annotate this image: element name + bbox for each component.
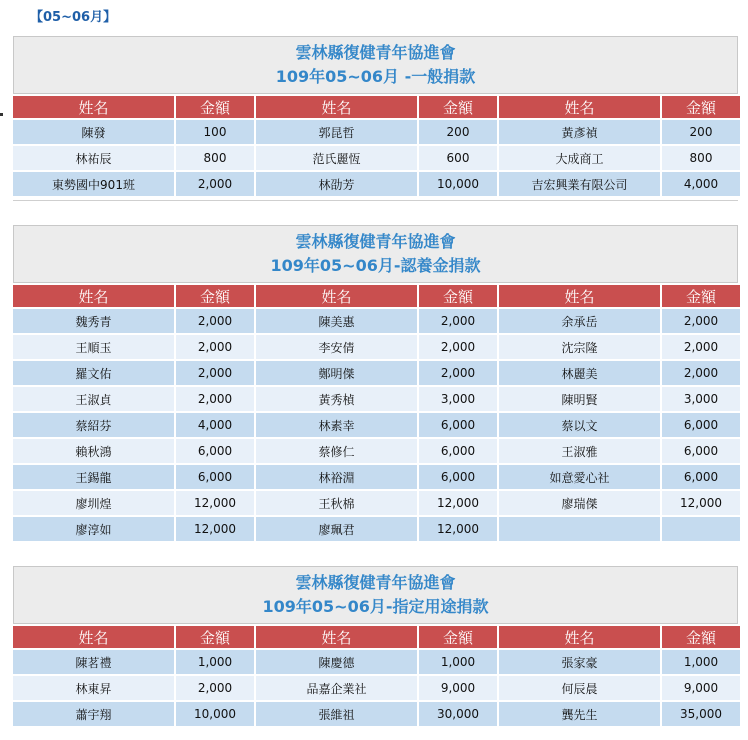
donation-amount-cell: 200 (419, 120, 497, 144)
donation-amount-cell: 1,000 (419, 650, 497, 674)
donor-name-cell: 王秋棉 (256, 491, 417, 515)
donation-amount-cell: 800 (662, 146, 740, 170)
column-header-name: 姓名 (256, 96, 417, 118)
donation-amount-cell: 200 (662, 120, 740, 144)
donation-amount-cell: 6,000 (662, 465, 740, 489)
donor-name-cell: 林劭芳 (256, 172, 417, 196)
donation-amount-cell: 2,000 (176, 172, 254, 196)
section-title-box (13, 225, 738, 283)
donation-amount-cell: 6,000 (662, 439, 740, 463)
org-name: 雲林縣復健青年協進會 (295, 43, 456, 62)
column-header-name: 姓名 (499, 285, 660, 307)
donor-name-cell: 張家豪 (499, 650, 660, 674)
donor-name-cell: 品嘉企業社 (256, 676, 417, 700)
column-header-name: 姓名 (256, 626, 417, 648)
donation-amount-cell: 12,000 (176, 517, 254, 541)
donor-name-cell: 蔡紹芬 (13, 413, 174, 437)
donor-name-cell: 林東昇 (13, 676, 174, 700)
donation-amount-cell: 6,000 (419, 465, 497, 489)
section-designated-donations (13, 566, 738, 728)
donation-amount-cell: 1,000 (662, 650, 740, 674)
donor-name-cell: 何辰晨 (499, 676, 660, 700)
donation-amount-cell: 2,000 (419, 335, 497, 359)
section-subtitle: 109年05~06月-認養金捐款 (270, 256, 481, 275)
column-header-amount: 金額 (662, 285, 740, 307)
table-row (13, 335, 740, 359)
donation-amount-cell: 2,000 (176, 335, 254, 359)
donation-amount-cell: 9,000 (419, 676, 497, 700)
column-header-amount: 金額 (176, 285, 254, 307)
donor-name-cell: 郭昆哲 (256, 120, 417, 144)
column-header-name: 姓名 (13, 96, 174, 118)
donation-amount-cell: 6,000 (662, 413, 740, 437)
donor-name-cell: 陳茗禮 (13, 650, 174, 674)
donation-amount-cell: 6,000 (419, 413, 497, 437)
donor-name-cell: 陳美惠 (256, 309, 417, 333)
section-sponsorship-donations (13, 225, 738, 543)
donation-amount-cell: 3,000 (419, 387, 497, 411)
donor-name-cell: 黃彥禎 (499, 120, 660, 144)
donation-table (11, 94, 742, 198)
donor-name-cell: 陳發 (13, 120, 174, 144)
table-row (13, 491, 740, 515)
column-header-amount: 金額 (419, 96, 497, 118)
section-divider (13, 200, 738, 201)
donor-name-cell: 陳明賢 (499, 387, 660, 411)
column-header-amount: 金額 (176, 96, 254, 118)
donor-name-cell: 林裕淵 (256, 465, 417, 489)
donor-name-cell: 賴秋鴻 (13, 439, 174, 463)
donor-name-cell: 廖圳煌 (13, 491, 174, 515)
donation-amount-cell: 2,000 (662, 335, 740, 359)
donation-amount-cell: 100 (176, 120, 254, 144)
table-row (13, 146, 740, 170)
donor-name-cell: 龔先生 (499, 702, 660, 726)
donation-amount-cell: 2,000 (419, 309, 497, 333)
section-title-box (13, 36, 738, 94)
donor-name-cell: 東勢國中901班 (13, 172, 174, 196)
donation-amount-cell: 600 (419, 146, 497, 170)
donation-amount-cell: 2,000 (662, 309, 740, 333)
donor-name-cell: 林麗美 (499, 361, 660, 385)
table-header-row (13, 285, 740, 307)
table-row (13, 120, 740, 144)
table-row (13, 387, 740, 411)
table-row (13, 361, 740, 385)
section-title-box (13, 566, 738, 624)
donation-amount-cell: 6,000 (176, 439, 254, 463)
donor-name-cell: 李安倩 (256, 335, 417, 359)
column-header-name: 姓名 (499, 626, 660, 648)
donation-amount-cell: 2,000 (176, 387, 254, 411)
donation-amount-cell: 4,000 (662, 172, 740, 196)
column-header-amount: 金額 (419, 285, 497, 307)
donation-amount-cell: 2,000 (662, 361, 740, 385)
donation-amount-cell: 10,000 (419, 172, 497, 196)
donor-name-cell: 大成商工 (499, 146, 660, 170)
donation-amount-cell: 2,000 (419, 361, 497, 385)
table-row (13, 413, 740, 437)
column-header-name: 姓名 (499, 96, 660, 118)
donation-table (11, 624, 742, 728)
donation-table (11, 283, 742, 543)
donation-amount-cell: 2,000 (176, 361, 254, 385)
donor-name-cell: 鄭明傑 (256, 361, 417, 385)
donation-amount-cell: 12,000 (176, 491, 254, 515)
org-name: 雲林縣復健青年協進會 (295, 573, 456, 592)
org-name: 雲林縣復健青年協進會 (295, 232, 456, 251)
donor-name-cell: 王錫龍 (13, 465, 174, 489)
donor-name-cell: 廖瑞傑 (499, 491, 660, 515)
donor-name-cell: 林素幸 (256, 413, 417, 437)
table-header-row (13, 96, 740, 118)
table-row (13, 465, 740, 489)
donation-amount-cell: 30,000 (419, 702, 497, 726)
donor-name-cell: 羅文佑 (13, 361, 174, 385)
donor-name-cell: 范氏麗恆 (256, 146, 417, 170)
donor-name-cell: 王順玉 (13, 335, 174, 359)
donor-name-cell: 林祐辰 (13, 146, 174, 170)
donation-amount-cell: 3,000 (662, 387, 740, 411)
donation-amount-cell: 12,000 (419, 491, 497, 515)
donor-name-cell: 蔡以文 (499, 413, 660, 437)
table-row (13, 439, 740, 463)
donor-name-cell: 如意愛心社 (499, 465, 660, 489)
donation-amount-cell: 6,000 (176, 465, 254, 489)
donor-name-cell: 廖淳如 (13, 517, 174, 541)
table-header-row (13, 626, 740, 648)
donation-amount-cell: 10,000 (176, 702, 254, 726)
column-header-name: 姓名 (13, 626, 174, 648)
table-row (13, 650, 740, 674)
bullet-dot (0, 113, 3, 116)
column-header-amount: 金額 (176, 626, 254, 648)
donation-amount-cell: 12,000 (662, 491, 740, 515)
donation-amount-cell (662, 517, 740, 541)
donor-name-cell: 魏秀青 (13, 309, 174, 333)
column-header-amount: 金額 (662, 96, 740, 118)
section-general-donations (13, 36, 738, 198)
donation-amount-cell: 12,000 (419, 517, 497, 541)
donor-name-cell: 黃秀楨 (256, 387, 417, 411)
donor-name-cell: 吉宏興業有限公司 (499, 172, 660, 196)
donor-name-cell: 蕭宇翔 (13, 702, 174, 726)
section-subtitle: 109年05~06月-指定用途捐款 (262, 597, 489, 616)
donor-name-cell: 廖珮君 (256, 517, 417, 541)
table-row (13, 676, 740, 700)
donation-amount-cell: 9,000 (662, 676, 740, 700)
column-header-amount: 金額 (419, 626, 497, 648)
page-heading: 【05~06月】 (30, 10, 117, 25)
column-header-name: 姓名 (256, 285, 417, 307)
donation-amount-cell: 35,000 (662, 702, 740, 726)
donor-name-cell (499, 517, 660, 541)
donor-name-cell: 沈宗隆 (499, 335, 660, 359)
donor-name-cell: 余承岳 (499, 309, 660, 333)
donor-name-cell: 張維祖 (256, 702, 417, 726)
donation-amount-cell: 4,000 (176, 413, 254, 437)
table-row (13, 172, 740, 196)
donation-amount-cell: 6,000 (419, 439, 497, 463)
donor-name-cell: 陳慶德 (256, 650, 417, 674)
donation-amount-cell: 2,000 (176, 676, 254, 700)
donation-amount-cell: 800 (176, 146, 254, 170)
donor-name-cell: 王淑雅 (499, 439, 660, 463)
table-row (13, 702, 740, 726)
table-row (13, 309, 740, 333)
section-subtitle: 109年05~06月 -一般捐款 (275, 67, 476, 86)
donor-name-cell: 蔡修仁 (256, 439, 417, 463)
donation-amount-cell: 2,000 (176, 309, 254, 333)
donor-name-cell: 王淑貞 (13, 387, 174, 411)
donation-amount-cell: 1,000 (176, 650, 254, 674)
column-header-amount: 金額 (662, 626, 740, 648)
column-header-name: 姓名 (13, 285, 174, 307)
table-row (13, 517, 740, 541)
